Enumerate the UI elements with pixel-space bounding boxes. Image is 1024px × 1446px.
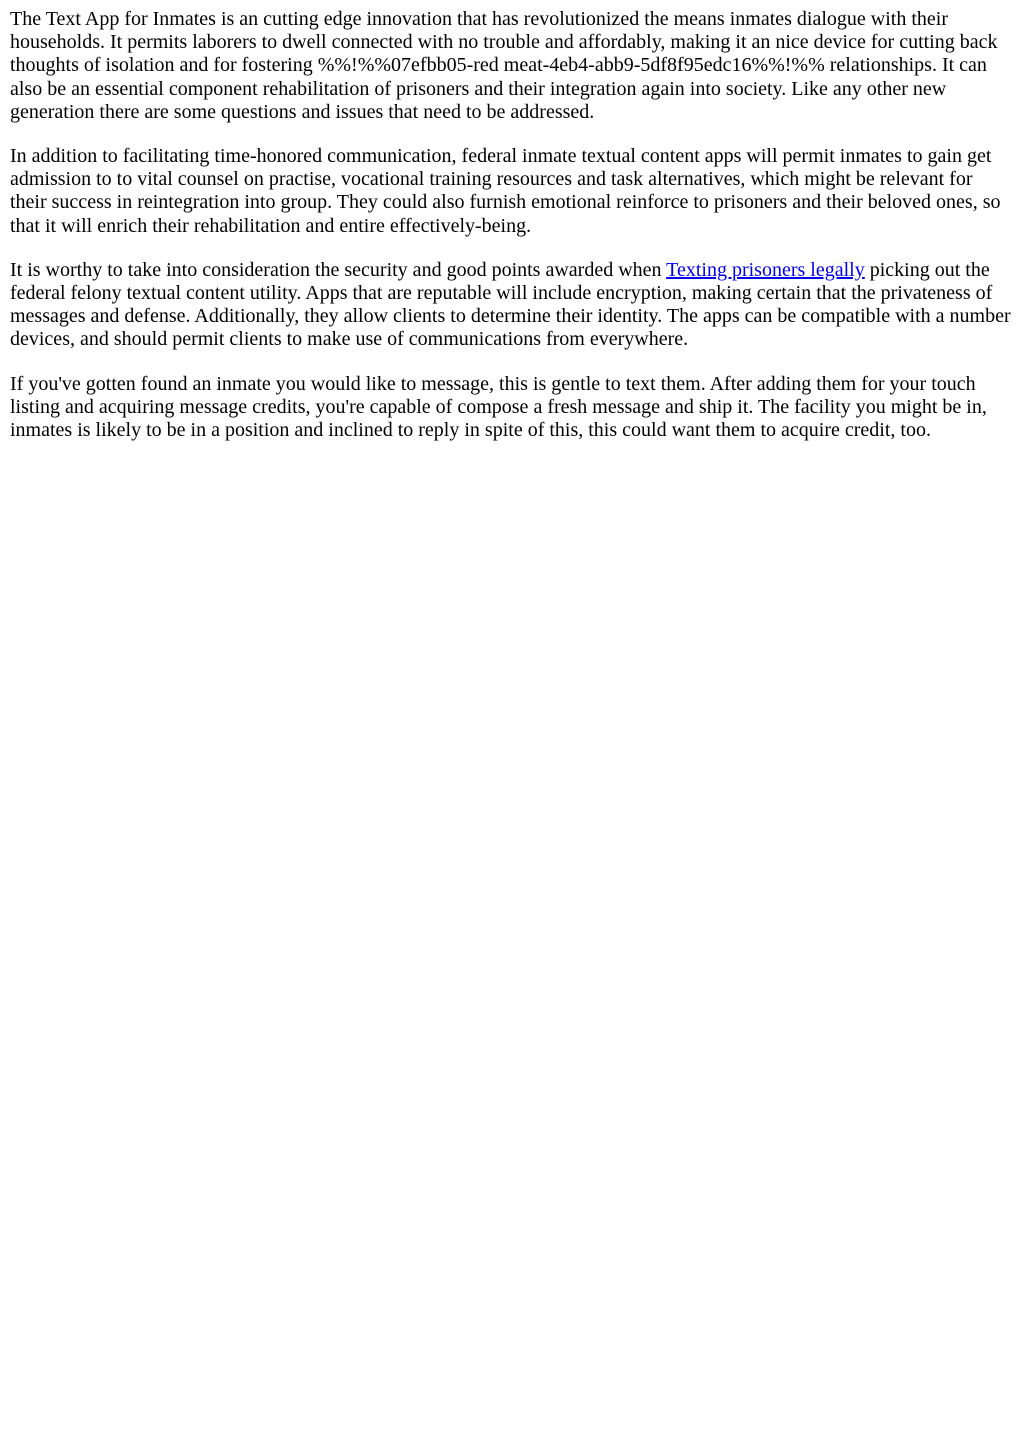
- paragraph-security-text-before: It is worthy to take into consideration the security and good points awarded when: [10, 258, 667, 281]
- article-body: [10, 8, 1014, 442]
- paragraph-security-text-after: picking out the federal felony textual content utility. Apps that are reputable will include encryption, making certain that the privateness of messages and defense. Additionally, they allow clients to determine their identity. The apps can be compatible with a number devices, and should permit clients to make use of communications from everywhere.: [10, 258, 1011, 351]
- paragraph-communication: In addition to facilitating time-honored communication, federal inmate textual content apps will permit inmates to gain get admission to to vital counsel on practise, vocational training resources and task alternatives, which might be relevant for their success in reintegration into group. They could also furnish emotional reinforce to prisoners and their beloved ones, so that it will enrich their rehabilitation and entire effectively-being.: [10, 145, 1001, 237]
- paragraph-messaging: If you've gotten found an inmate you would like to message, this is gentle to text them. After adding them for your touch listing and acquiring message credits, you're capable of compose a fresh message and ship it. The facility you might be in, inmates is likely to be in a position and inclined to reply in spite of this, this could want them to acquire credit, too.: [10, 372, 987, 442]
- paragraph-security: [10, 259, 1014, 352]
- texting-prisoners-link[interactable]: Texting prisoners legally: [666, 258, 865, 281]
- paragraph-intro: The Text App for Inmates is an cutting edge innovation that has revolutionized the means inmates dialogue with their households. It permits laborers to dwell connected with no trouble and affordably, making it an nice device for cutting back thoughts of isolation and for fostering %%!%%07efbb05-red meat-4eb4-abb9-5df8f95edc16%%!%% relationships. It can also be an essential component rehabilitation of prisoners and their integration again into society. Like any other new generation there are some questions and issues that need to be addressed.: [10, 8, 998, 123]
